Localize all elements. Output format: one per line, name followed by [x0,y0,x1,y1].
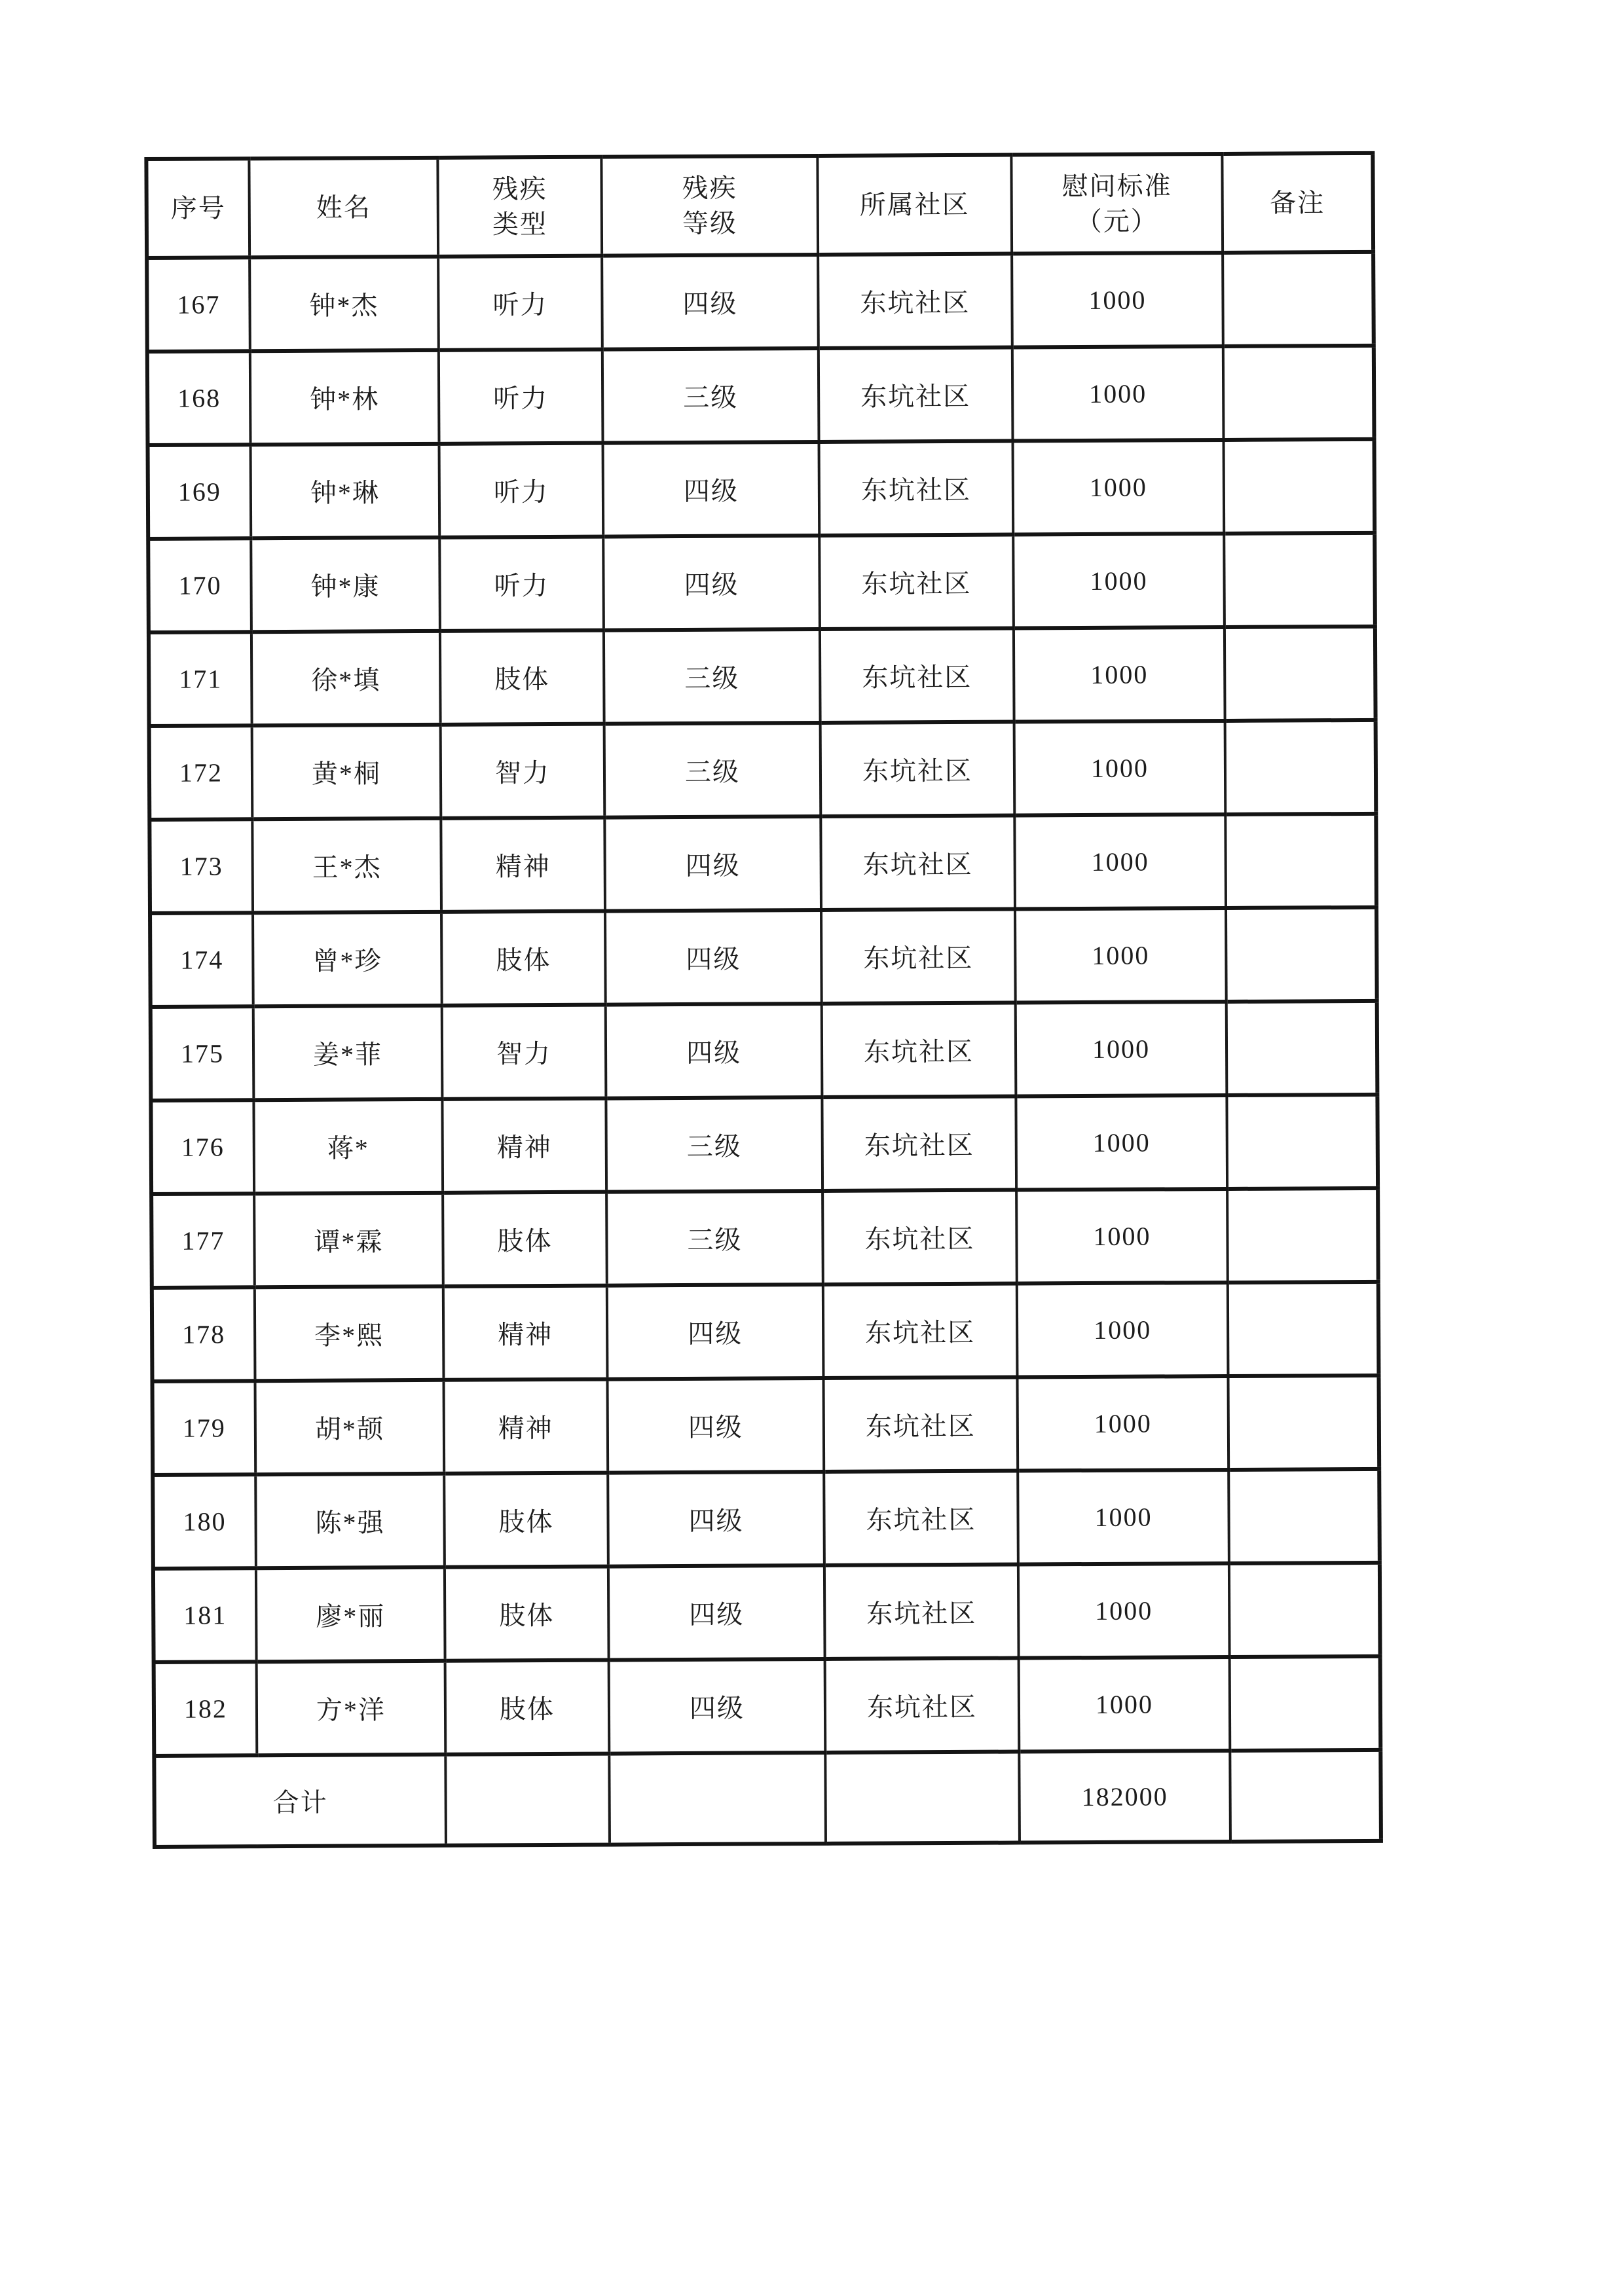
cell-serial: 181 [153,1568,257,1662]
cell-serial: 178 [152,1287,255,1381]
cell-standard: 1000 [1013,534,1225,629]
cell-name: 曾*珍 [253,912,442,1006]
cell-remarks [1223,252,1374,346]
cell-disability-type: 精神 [444,1379,608,1474]
cell-community: 东坑社区 [825,1658,1020,1753]
cell-community: 东坑社区 [822,1003,1016,1097]
cell-name: 徐*填 [251,631,441,725]
cell-serial: 171 [149,632,252,726]
table-row [152,1282,1379,1381]
table-row [151,1001,1378,1101]
cell-name: 胡*颉 [255,1380,445,1474]
cell-name: 谭*霖 [254,1193,443,1287]
cell-standard: 1000 [1016,1002,1227,1097]
cell-disability-type: 精神 [441,818,605,912]
cell-community: 东坑社区 [819,348,1013,442]
cell-standard: 1000 [1014,814,1226,909]
cell-disability-grade: 三级 [604,629,821,724]
cell-serial: 174 [150,913,253,1007]
cell-standard: 1000 [1018,1563,1230,1658]
cell-disability-grade: 三级 [604,723,821,818]
cell-serial: 177 [151,1194,255,1288]
cell-standard: 1000 [1017,1376,1228,1471]
cell-serial: 169 [148,445,251,539]
cell-name: 钟*康 [251,538,440,632]
header-disability-type: 残疾 类型 [437,157,602,257]
table-row [148,439,1375,539]
cell-remarks [1225,627,1376,721]
cell-disability-grade: 三级 [602,348,819,443]
header-standard: 慰问标准 （元） [1011,154,1223,254]
cell-name: 王*杰 [252,818,441,913]
cell-disability-grade: 四级 [604,816,821,911]
cell-disability-grade: 四级 [607,1285,824,1379]
cell-community: 东坑社区 [821,909,1016,1004]
table-row [150,907,1377,1007]
cell-community: 东坑社区 [823,1284,1018,1378]
cell-name: 钟*林 [250,350,439,445]
cell-disability-grade: 四级 [608,1565,825,1660]
cell-community: 东坑社区 [824,1471,1018,1565]
cell-name: 蒋* [253,1099,443,1194]
cell-standard: 1000 [1012,346,1224,441]
cell-remarks [1225,720,1376,814]
cell-community: 东坑社区 [818,254,1012,348]
cell-disability-type: 肢体 [445,1660,610,1755]
table-row [151,1188,1378,1288]
cell-name: 姜*菲 [253,1006,443,1100]
table-row [149,720,1376,820]
cell-serial: 170 [148,538,251,632]
cell-disability-grade: 四级 [608,1378,824,1473]
cell-disability-grade: 四级 [608,1472,824,1567]
header-community: 所属社区 [817,155,1012,255]
cell-disability-grade: 四级 [606,1004,822,1099]
total-value-cell: 182000 [1019,1751,1230,1843]
cell-disability-grade: 四级 [605,910,822,1005]
cell-standard: 1000 [1017,1283,1228,1377]
cell-remarks [1228,1469,1380,1563]
cell-standard: 1000 [1018,1470,1229,1565]
subsidy-table [144,151,1383,1849]
table-row [149,814,1376,913]
cell-disability-grade: 四级 [609,1659,826,1754]
header-serial: 序号 [146,158,249,258]
cell-serial: 182 [154,1662,257,1756]
cell-serial: 180 [153,1474,256,1569]
cell-disability-grade: 三级 [606,1097,822,1192]
cell-standard: 1000 [1014,627,1225,722]
cell-remarks [1223,346,1375,440]
cell-community: 东坑社区 [819,441,1014,536]
table-row [153,1563,1380,1662]
cell-standard: 1000 [1014,721,1226,816]
table-body [147,252,1380,1756]
cell-disability-grade: 三级 [606,1191,823,1286]
cell-disability-type: 智力 [441,724,605,818]
cell-name: 黄*桐 [252,725,441,819]
cell-community: 东坑社区 [819,535,1014,629]
cell-standard: 1000 [1012,253,1223,348]
total-label-cell: 合计 [154,1755,446,1847]
cell-disability-grade: 四级 [603,442,820,537]
cell-community: 东坑社区 [820,629,1014,723]
table-row [153,1376,1380,1475]
cell-remarks [1225,814,1376,908]
cell-name: 钟*琳 [251,444,440,538]
header-name: 姓名 [249,158,438,257]
cell-disability-type: 肢体 [444,1473,608,1567]
cell-remarks [1230,1656,1381,1751]
cell-disability-type: 肢体 [440,630,604,725]
cell-disability-type: 智力 [442,1005,606,1099]
header-remarks: 备注 [1222,153,1373,253]
cell-community: 东坑社区 [822,1190,1017,1285]
cell-name: 陈*强 [255,1474,445,1568]
cell-standard: 1000 [1013,440,1225,535]
cell-serial: 175 [151,1006,254,1101]
table-footer [154,1750,1381,1847]
cell-serial: 172 [149,725,253,820]
cell-name: 李*熙 [255,1286,444,1381]
cell-standard: 1000 [1016,1095,1227,1190]
header-row [146,153,1373,258]
footer-empty-grade [609,1753,826,1845]
table-row [154,1656,1381,1756]
cell-name: 方*洋 [257,1661,446,1755]
footer-empty-community [825,1752,1020,1844]
cell-disability-type: 听力 [439,350,603,444]
table-row [147,346,1375,445]
cell-community: 东坑社区 [824,1565,1019,1659]
cell-serial: 179 [153,1381,256,1475]
cell-serial: 173 [149,819,253,913]
footer-empty-type [445,1754,610,1846]
cell-community: 东坑社区 [823,1377,1018,1472]
cell-disability-grade: 四级 [602,255,819,350]
cell-remarks [1229,1563,1380,1657]
cell-remarks [1226,907,1377,1002]
footer-row [154,1750,1381,1847]
header-disability-grade: 残疾 等级 [601,156,818,256]
cell-remarks [1227,1001,1378,1095]
cell-standard: 1000 [1019,1657,1230,1752]
cell-standard: 1000 [1016,1189,1228,1284]
cell-serial: 168 [147,351,251,445]
cell-disability-type: 听力 [439,537,604,631]
cell-disability-type: 听力 [438,256,602,350]
cell-community: 东坑社区 [821,722,1015,816]
cell-serial: 167 [147,257,250,352]
cell-remarks [1224,533,1375,627]
table-row [147,252,1374,352]
cell-serial: 176 [151,1100,254,1194]
cell-remarks [1228,1376,1379,1470]
cell-disability-type: 肢体 [443,1192,607,1286]
cell-name: 钟*杰 [249,257,439,351]
cell-disability-type: 精神 [443,1286,608,1380]
cell-disability-grade: 四级 [603,536,820,630]
cell-remarks [1227,1095,1378,1189]
table-header [146,153,1373,258]
cell-disability-type: 精神 [442,1099,606,1193]
cell-disability-type: 肢体 [445,1567,609,1661]
cell-standard: 1000 [1015,908,1227,1003]
table-row [148,533,1375,632]
table-row [151,1095,1378,1194]
cell-disability-type: 肢体 [441,911,606,1006]
cell-disability-type: 听力 [439,443,604,538]
cell-remarks [1224,439,1375,534]
cell-name: 廖*丽 [256,1567,445,1662]
table-row [149,627,1376,726]
cell-community: 东坑社区 [822,1097,1016,1191]
cell-remarks [1227,1188,1378,1283]
footer-empty-remarks [1230,1750,1381,1842]
cell-remarks [1228,1282,1379,1376]
table-row [153,1469,1380,1569]
cell-community: 东坑社区 [821,816,1015,910]
